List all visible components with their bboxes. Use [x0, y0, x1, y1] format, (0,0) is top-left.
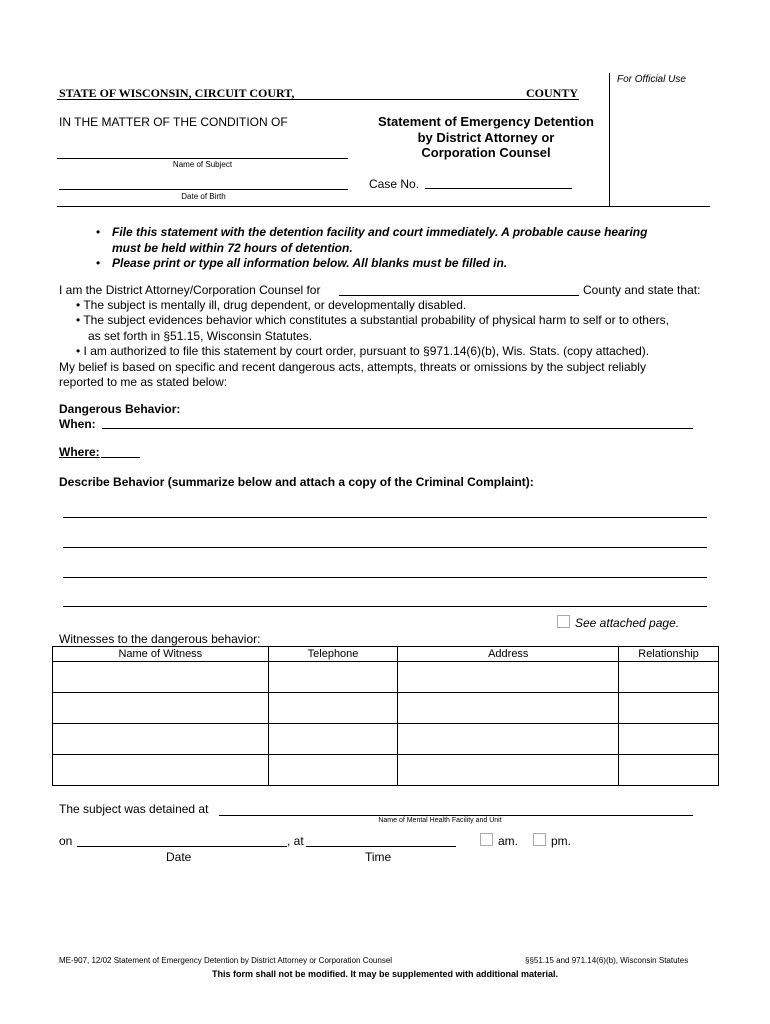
- am-label: am.: [498, 834, 519, 848]
- form-title-line1: Statement of Emergency Detention: [378, 114, 594, 129]
- court-underline: [57, 99, 579, 100]
- table-row: [53, 662, 719, 693]
- statement-belief1: My belief is based on specific and recent dangerous acts, attempts, threats or omissions by the subject reliably: [59, 360, 646, 374]
- witness-telephone-cell[interactable]: [268, 724, 398, 755]
- date-caption: Date: [166, 850, 192, 864]
- describe-behavior-label: Describe Behavior (summarize below and attach a copy of the Criminal Complaint):: [59, 475, 534, 489]
- date-field[interactable]: [77, 846, 287, 847]
- table-row: [53, 755, 719, 786]
- official-use-bottom-border: [609, 206, 710, 207]
- witness-relationship-cell[interactable]: [619, 693, 719, 724]
- instruction-item: [96, 225, 716, 241]
- witness-table-header: [53, 647, 719, 662]
- facility-caption: Name of Mental Health Facility and Unit: [378, 817, 502, 824]
- describe-line[interactable]: [63, 577, 707, 578]
- form-id: ME-907, 12/02 Statement of Emergency Detention by District Attorney or Corporation Counsel: [59, 956, 393, 965]
- time-caption: Time: [365, 850, 392, 864]
- date-of-birth-field[interactable]: [59, 189, 348, 190]
- form-title-line2: by District Attorney or: [417, 129, 555, 145]
- witness-name-cell[interactable]: [53, 724, 269, 755]
- instructions: [96, 225, 716, 272]
- witness-address-cell[interactable]: [398, 693, 619, 724]
- witness-relationship-cell[interactable]: [619, 662, 719, 693]
- statement-belief2: reported to me as stated below:: [59, 375, 228, 389]
- case-no-field[interactable]: [425, 188, 572, 189]
- statement-bullet2-cont: as set forth in §51.15, Wisconsin Statutes.: [88, 329, 313, 343]
- describe-line[interactable]: [63, 517, 707, 518]
- official-use-border: [609, 73, 610, 207]
- table-row: [53, 724, 719, 755]
- see-attached-checkbox[interactable]: [557, 615, 570, 628]
- witness-name-cell[interactable]: [53, 662, 269, 693]
- form-title-line3: Corporation Counsel: [421, 145, 551, 160]
- column-header-relationship: Relationship: [619, 647, 719, 662]
- official-use-label: For Official Use: [617, 74, 686, 85]
- statement-bullet2: • The subject evidences behavior which constitutes a substantial probability of physical harm to self or to others,: [76, 313, 669, 327]
- dangerous-behavior-heading: Dangerous Behavior:: [59, 402, 181, 416]
- instruction-text: Please print or type all information below. All blanks must be filled in.: [112, 256, 508, 270]
- statement-line1-a: I am the District Attorney/Corporation Counsel for: [59, 283, 321, 297]
- when-label: When:: [59, 417, 96, 431]
- instruction-item-cont: must be held within 72 hours of detention.: [112, 240, 353, 255]
- witness-name-cell[interactable]: [53, 693, 269, 724]
- witness-relationship-cell[interactable]: [619, 755, 719, 786]
- witness-table: [52, 646, 719, 786]
- describe-line[interactable]: [63, 547, 707, 548]
- witness-name-cell[interactable]: [53, 755, 269, 786]
- witness-relationship-cell[interactable]: [619, 724, 719, 755]
- describe-line[interactable]: [63, 606, 707, 607]
- header-divider: [57, 206, 610, 207]
- statement-bullet3: • I am authorized to file this statement by court order, pursuant to §971.14(6)(b), Wis. Stats. (copy attached).: [76, 344, 650, 358]
- statement-line1-b: County and state that:: [583, 283, 701, 297]
- time-field[interactable]: [306, 846, 456, 847]
- detained-at-label: The subject was detained at: [59, 802, 209, 816]
- statute-reference: §§51.15 and 971.14(6)(b), Wisconsin Statutes: [525, 956, 689, 965]
- case-no-label: Case No.: [369, 177, 420, 191]
- am-checkbox[interactable]: [480, 833, 493, 846]
- court-label: STATE OF WISCONSIN, CIRCUIT COURT,: [59, 86, 295, 100]
- county-label: COUNTY: [526, 86, 579, 100]
- matter-label: IN THE MATTER OF THE CONDITION OF: [59, 115, 288, 129]
- see-attached-label: See attached page.: [575, 616, 680, 630]
- witness-telephone-cell[interactable]: [268, 693, 398, 724]
- witness-address-cell[interactable]: [398, 724, 619, 755]
- pm-checkbox[interactable]: [533, 833, 546, 846]
- column-header-name: Name of Witness: [53, 647, 269, 662]
- on-label: on: [59, 834, 73, 848]
- witness-address-cell[interactable]: [398, 755, 619, 786]
- at-label: , at: [287, 834, 304, 848]
- instruction-item: [96, 256, 716, 272]
- pm-label: pm.: [551, 834, 572, 848]
- where-label: Where:: [59, 445, 100, 459]
- form-title: [366, 114, 606, 161]
- county-name-field[interactable]: [339, 295, 579, 296]
- witnesses-label: Witnesses to the dangerous behavior:: [59, 632, 261, 646]
- table-row: [53, 693, 719, 724]
- where-field[interactable]: [101, 457, 140, 458]
- bullet-icon: •: [96, 225, 101, 239]
- form-notice: This form shall not be modified. It may be supplemented with additional material.: [211, 969, 559, 979]
- witness-telephone-cell[interactable]: [268, 662, 398, 693]
- column-header-address: Address: [398, 647, 619, 662]
- instruction-text: File this statement with the detention facility and court immediately. A probable cause hearing: [112, 225, 648, 239]
- facility-field[interactable]: [219, 815, 693, 816]
- subject-name-field[interactable]: [57, 158, 348, 159]
- column-header-telephone: Telephone: [268, 647, 398, 662]
- date-of-birth-caption: Date of Birth: [181, 192, 226, 201]
- bullet-icon: •: [96, 256, 101, 270]
- subject-name-caption: Name of Subject: [172, 160, 233, 169]
- statement-bullet1: • The subject is mentally ill, drug dependent, or developmentally disabled.: [76, 298, 467, 312]
- witness-telephone-cell[interactable]: [268, 755, 398, 786]
- witness-address-cell[interactable]: [398, 662, 619, 693]
- when-field[interactable]: [102, 428, 693, 429]
